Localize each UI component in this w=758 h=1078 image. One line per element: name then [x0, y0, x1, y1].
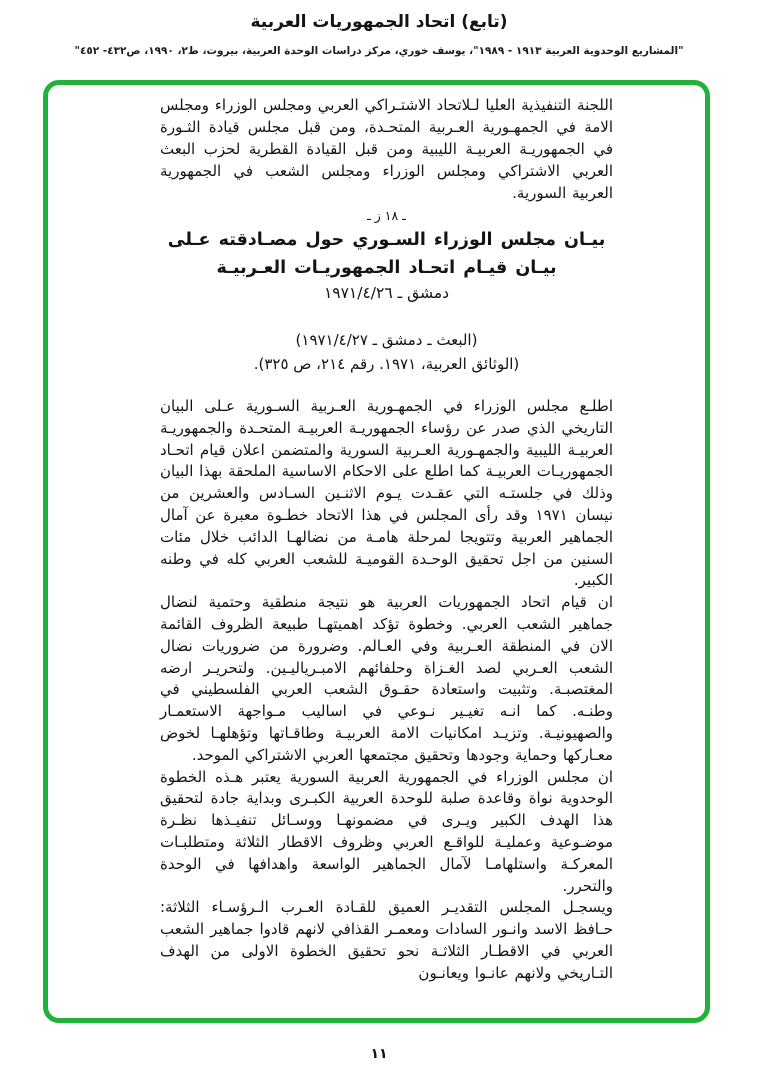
body-paragraph: ان مجلس الوزراء في الجمهورية العربية السورية يعتبر هـذه الخطوة الوحدوية نواة وقاعدة صلبة للوحدة العربية الكبـرى وبداية جادة لتحقيق هذا الهدف الكبير ويـرى في مضمونهـا ووسـائل تنفيـذها نظـرة موضـوعية وعمليـة للواقـع العربي وظروف الاقطار الثلاثة ومتطلبـات المعركـة واستلهامـا لآمال الجماهير الواسعة واهدافها في الوحدة والتحرر.: [160, 767, 613, 895]
continuation-paragraph: اللجنة التنفيذية العليا لـلاتحاد الاشتـراكي العربي ومجلس الوزراء ومجلس الامة في الجمهـورية العـربية المتحـدة، ومن قبل مجلس قيادة الثـورة في الجمهوريـة العربيـة الليبية ومن قبل القيادة القطرية لحزب البعث العربي الاشتراكي ومجلس الوزراء ومجلس الشعب في الجمهورية العربية السورية.: [160, 96, 613, 202]
section-marker: ـ ١٨ ز ـ: [367, 208, 406, 223]
page-header-title: (تابع) اتحاد الجمهوريات العربية: [250, 12, 508, 32]
document-text-column: [160, 94, 613, 985]
document-title-line2: بيـان قيـام اتحـاد الجمهوريـات العـربيـة: [216, 258, 557, 278]
page-number: ١١: [370, 1046, 388, 1062]
source-citation-line1: (البعث ـ دمشق ـ ١٩٧١/٤/٢٧): [295, 331, 478, 349]
green-document-frame: [43, 80, 710, 1023]
document-date-line: دمشق ـ ١٩٧١/٤/٢٦: [323, 284, 450, 302]
document-title-line1: بيـان مجلس الوزراء السـوري حول مصـادقته عـلى: [167, 230, 606, 250]
body-paragraph: ان قيام اتحاد الجمهوريات العربية هو نتيجة منطقية وحتمية لنضال جماهير الشعب العربي. وخطوة تؤكد اهميتهـا طبيعة الظروف القائمة الان في المنطقة العـربية وفي العـالم. وضرورة من ضروريات نضال الشعب العـربي لصد الغـزاة وحلفائهم الامبـرياليـين. ولتحريـر ارضه المغتصبـة. وتثبيت واستعادة حقـوق الشعب العربي الفلسطيني في وطنـه. كما انـه تغيـير نـوعي في اساليب مـواجهة الاستعمـار والصهيونيـة. وتزيـد امكانيات الامة العربيـة وطاقـاتها وتؤهلهـا لخوض معـاركها وحماية وجودها وتحقيق مجتمعها العربي الاشتراكي الموحد.: [160, 593, 613, 764]
document-body: [160, 396, 613, 985]
body-paragraph: ويسجـل المجلس التقديـر العميق للقـادة العـرب الـرؤسـاء الثلاثة: حـافظ الاسد وانـور السادات ومعمـر القذافي لانهم قادوا جماهير الشعب العربي في الاقطـار الثلاثـة نحو تحقيق الخطوة الاولى من الهدف التـاريخي ولانهم عانـوا ويعانـون: [160, 898, 613, 982]
body-paragraph: اطلـع مجلس الوزراء في الجمهـورية العـربية السـورية عـلى البيان التاريخي الذي صدر عن رؤساء الجمهوريـة العربيـة المتحـدة والجمهوريـة العربيـة الليبية والجمهـورية العـربية السورية والمتضمن اعلان قيام اتحـاد الجمهوريـات العربيـة كما اطلع على الاحكام الاساسية الملحقة بهذا البيان وذلك في جلستـه التي عقـدت يـوم الاثنـين السـادس والعشرين من نيسان ١٩٧١ وقد رأى المجلس في هذا الاتحاد خطـوة معبرة عن آمال الجماهير العربية وتتويجا لمرحلة هامـة من نضالهـا الدائب خلال مئات السنين من اجل تحقيق الوحـدة القوميـة للشعب العربي كله في وطنه الكبير.: [160, 397, 614, 590]
page-header-citation: "المشاريع الوحدوية العربية ١٩١٣ - ١٩٨٩"، يوسف خوري، مركز دراسات الوحدة العربية، بيروت، ط٢، ١٩٩٠، ص٤٣٢- ٤٥٢": [74, 45, 684, 57]
source-citation-line2: (الوثائق العربية، ١٩٧١. رقم ٢١٤، ص ٣٢٥).: [253, 355, 520, 373]
